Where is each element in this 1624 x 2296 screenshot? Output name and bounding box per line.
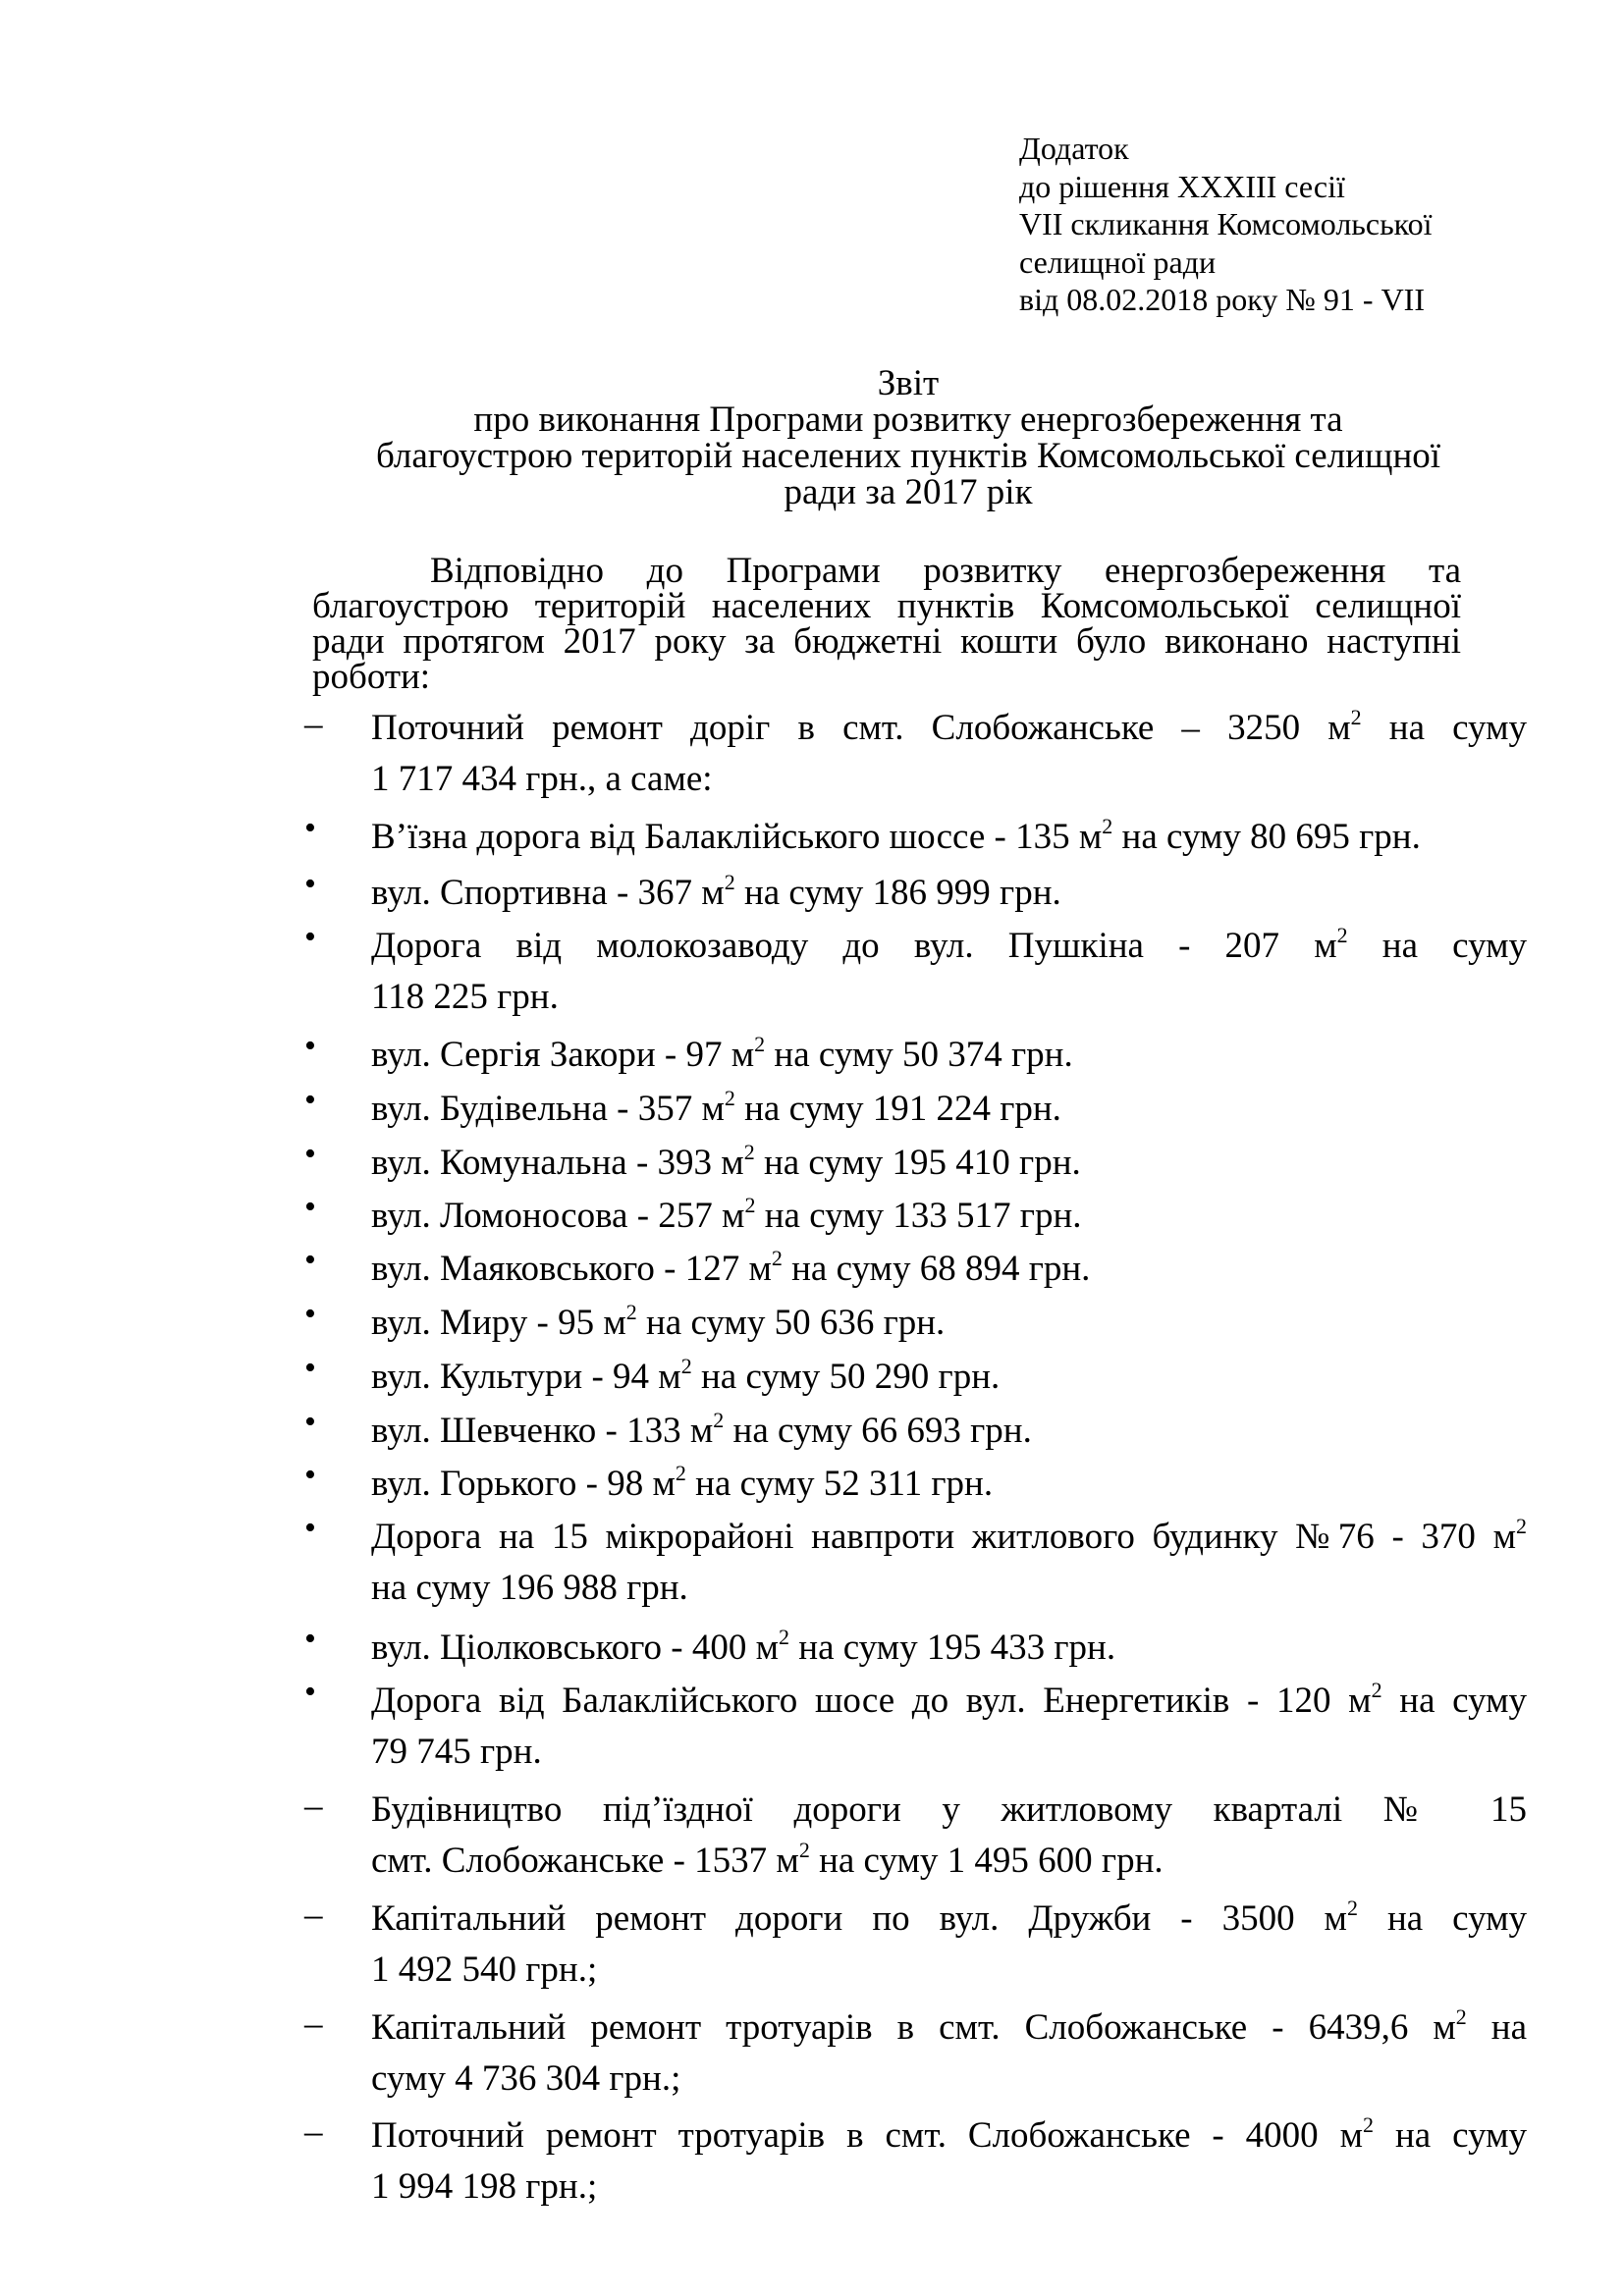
list-item-text: [371, 1623, 1527, 1674]
list-item: [304, 2110, 1527, 2213]
line-text: Дорога від Балаклійського шосе до вул. Енергетиків - 120 м: [371, 1681, 1372, 1721]
list-item-text: [371, 1244, 1527, 1295]
bullet-marker: •: [304, 1510, 316, 1546]
list-item-text: [371, 1352, 1527, 1403]
line-text: вул. Сергія Закори - 97 м: [371, 1035, 755, 1075]
list-item-line: [371, 1894, 1527, 1945]
list-item: [304, 703, 1527, 805]
title-line: благоустрою територій населених пунктів Комсомольської селищної: [375, 436, 1441, 476]
dash-marker: –: [304, 1895, 323, 1935]
list-item-text: [371, 2110, 1527, 2213]
unit-superscript: 2: [1350, 705, 1362, 729]
appendix-line: VII скликання Комсомольської: [1019, 206, 1433, 241]
list-item: [304, 1191, 1527, 1242]
dash-marker: –: [304, 2111, 323, 2152]
line-text: на суму 50 290 грн.: [700, 1357, 1001, 1397]
list-item-text: [371, 812, 1527, 863]
line-text: вул. Ціолковського - 400 м: [371, 1628, 780, 1668]
list-item: [304, 1785, 1527, 1887]
list-item-text: [371, 1406, 1527, 1457]
list-item: [304, 1030, 1527, 1081]
line-text: 1 717 434 грн., а саме:: [371, 759, 713, 799]
line-text: смт. Слобожанське - 1537 м: [371, 1841, 799, 1881]
unit-superscript: 2: [1455, 2004, 1467, 2029]
bullet-marker: •: [304, 1296, 316, 1332]
line-text: на суму 50 374 грн.: [774, 1035, 1073, 1075]
line-text: вул. Горького - 98 м: [371, 1464, 676, 1504]
list-item-text: [371, 1785, 1527, 1887]
line-text: на суму 186 999 грн.: [743, 873, 1061, 913]
list-item-line: [371, 1084, 1527, 1135]
list-item: [304, 2002, 1527, 2105]
line-text: на суму: [1394, 2115, 1528, 2156]
bullet-marker: •: [304, 866, 316, 902]
list-item-text: [371, 1084, 1527, 1135]
list-item-line: [371, 2002, 1527, 2054]
list-item-line: [371, 1406, 1527, 1457]
line-text: вул. Будівельна - 357 м: [371, 1089, 725, 1129]
line-text: вул. Культури - 94 м: [371, 1357, 681, 1397]
list-item-line: [371, 868, 1527, 919]
unit-superscript: 2: [1336, 923, 1348, 947]
unit-superscript: 2: [1516, 1514, 1527, 1538]
bullet-marker: •: [304, 1621, 316, 1657]
list-item-line: [371, 1836, 1527, 1887]
line-text: на суму 1 495 600 грн.: [819, 1841, 1164, 1881]
unit-superscript: 2: [744, 1193, 756, 1217]
unit-superscript: 2: [625, 1300, 637, 1324]
list-item-text: [371, 1030, 1527, 1081]
unit-superscript: 2: [1371, 1678, 1382, 1702]
unit-superscript: 2: [743, 1140, 755, 1164]
list-item: [304, 921, 1527, 1023]
unit-superscript: 2: [724, 870, 735, 894]
line-text: на суму 80 695 грн.: [1121, 817, 1421, 857]
bullet-marker: •: [304, 1242, 316, 1278]
list-item-line: [371, 1676, 1527, 1727]
line-text: 118 225 грн.: [371, 977, 559, 1017]
line-text: Будівництво під’їздної дороги у житловому кварталі № 15: [371, 1789, 1527, 1830]
list-item-line: [371, 1785, 1527, 1836]
line-text: на суму 191 224 грн.: [744, 1089, 1061, 1129]
bullet-marker: •: [304, 1674, 316, 1710]
list-item-text: [371, 1298, 1527, 1349]
list-item: [304, 868, 1527, 919]
dash-marker: –: [304, 704, 323, 744]
unit-superscript: 2: [771, 1246, 783, 1270]
appendix-line: до рішення XXXIII сесії: [1019, 168, 1345, 204]
list-item-line: [371, 1563, 1527, 1614]
list-item-line: [371, 1512, 1527, 1563]
list-item-text: [371, 1676, 1527, 1778]
line-text: Дорога на 15 мікрорайоні навпроти житлового будинку №76 - 370 м: [371, 1517, 1516, 1557]
list-item-line: [371, 1459, 1527, 1510]
title-line: про виконання Програми розвитку енергозбереження та: [473, 400, 1343, 440]
line-text: В’їзна дорога від Балаклійського шоссе - 135 м: [371, 817, 1103, 857]
list-item: [304, 1352, 1527, 1403]
line-text: на суму 195 410 грн.: [763, 1143, 1081, 1183]
list-item-line: [371, 1030, 1527, 1081]
line-text: суму 4 736 304 грн.;: [371, 2058, 681, 2099]
line-text: 1 492 540 грн.;: [371, 1949, 598, 1990]
unit-superscript: 2: [724, 1086, 735, 1110]
line-text: на суму 196 988 грн.: [371, 1568, 688, 1608]
list-item-line: [371, 1623, 1527, 1674]
line-text: вул. Ломоносова - 257 м: [371, 1196, 745, 1236]
line-text: на суму 52 311 грн.: [695, 1464, 994, 1504]
report-title: [295, 365, 1522, 510]
unit-superscript: 2: [680, 1354, 692, 1378]
line-text: на суму: [1386, 1898, 1527, 1939]
list-item: [304, 1676, 1527, 1778]
unit-superscript: 2: [754, 1032, 766, 1056]
list-item-line: [371, 754, 1527, 805]
list-item: [304, 1084, 1527, 1135]
unit-superscript: 2: [1363, 2112, 1375, 2137]
intro-line: Відповідно до Програми розвитку енергозбереження та: [430, 551, 1461, 591]
title-line: ради за 2017 рік: [784, 472, 1033, 512]
list-item: [304, 1244, 1527, 1295]
dash-marker: –: [304, 1786, 323, 1826]
line-text: на суму 66 693 грн.: [732, 1411, 1032, 1451]
list-item-line: [371, 703, 1527, 754]
title-line: Звіт: [877, 363, 940, 403]
bullet-marker: •: [304, 810, 316, 846]
bullet-marker: •: [304, 1457, 316, 1493]
line-text: на суму: [1388, 708, 1527, 748]
line-text: на суму 50 636 грн.: [646, 1303, 946, 1343]
line-text: на суму: [1399, 1681, 1528, 1721]
list-item: [304, 1623, 1527, 1674]
list-item-text: [371, 703, 1527, 805]
line-text: вул. Маяковського - 127 м: [371, 1249, 772, 1289]
line-text: Поточний ремонт доріг в смт. Слобожанське – 3250 м: [371, 708, 1351, 748]
appendix-line: від 08.02.2018 року № 91 - VII: [1019, 282, 1425, 317]
bullet-marker: •: [304, 1082, 316, 1118]
bullet-marker: •: [304, 1350, 316, 1386]
list-item: [304, 1459, 1527, 1510]
list-item-text: [371, 1894, 1527, 1996]
unit-superscript: 2: [1346, 1896, 1358, 1920]
line-text: Поточний ремонт тротуарів в смт. Слобожанське - 4000 м: [371, 2115, 1364, 2156]
appendix-line: Додаток: [1019, 131, 1129, 166]
unit-superscript: 2: [798, 1838, 810, 1862]
list-item: [304, 1512, 1527, 1614]
list-item-line: [371, 1244, 1527, 1295]
unit-superscript: 2: [1102, 814, 1113, 838]
list-item-text: [371, 1138, 1527, 1189]
unit-superscript: 2: [675, 1461, 686, 1485]
list-item-text: [371, 921, 1527, 1023]
list-item: [304, 1298, 1527, 1349]
appendix-header: [1019, 130, 1432, 319]
line-text: вул. Миру - 95 м: [371, 1303, 626, 1343]
line-text: на суму 68 894 грн.: [791, 1249, 1091, 1289]
list-item-text: [371, 1459, 1527, 1510]
bullet-marker: •: [304, 1404, 316, 1440]
line-text: Дорога від молокозаводу до вул. Пушкіна - 207 м: [371, 926, 1337, 966]
list-item-line: [371, 921, 1527, 972]
intro-paragraph: [312, 551, 1461, 697]
line-text: Капітальний ремонт тротуарів в смт. Слобожанське - 6439,6 м: [371, 2007, 1456, 2048]
list-item: [304, 1406, 1527, 1457]
bullet-marker: •: [304, 1189, 316, 1225]
bullet-marker: •: [304, 919, 316, 955]
appendix-line: селищної ради: [1019, 243, 1217, 280]
line-text: на суму: [1381, 926, 1527, 966]
bullet-marker: •: [304, 1028, 316, 1064]
list-item-line: [371, 1945, 1527, 1996]
dash-marker: –: [304, 2003, 323, 2044]
bullet-marker: •: [304, 1136, 316, 1172]
line-text: на: [1490, 2007, 1527, 2048]
line-text: вул. Шевченко - 133 м: [371, 1411, 714, 1451]
list-item-line: [371, 2162, 1527, 2213]
list-item-text: [371, 868, 1527, 919]
line-text: 79 745 грн.: [371, 1732, 542, 1772]
line-text: вул. Спортивна - 367 м: [371, 873, 725, 913]
line-text: Капітальний ремонт дороги по вул. Дружби - 3500 м: [371, 1898, 1347, 1939]
list-item-line: [371, 1298, 1527, 1349]
list-item-line: [371, 812, 1527, 863]
list-item-text: [371, 1512, 1527, 1614]
list-item-line: [371, 1352, 1527, 1403]
list-item: [304, 1894, 1527, 1996]
list-item: [304, 812, 1527, 863]
intro-line: благоустрою територій населених пунктів Комсомольської селищної: [312, 586, 1461, 626]
unit-superscript: 2: [779, 1625, 790, 1649]
list-item: [304, 1138, 1527, 1189]
list-item-line: [371, 972, 1527, 1023]
list-item-line: [371, 1191, 1527, 1242]
intro-line: роботи:: [312, 657, 431, 697]
line-text: вул. Комунальна - 393 м: [371, 1143, 744, 1183]
list-item-text: [371, 1191, 1527, 1242]
list-item-line: [371, 2054, 1527, 2105]
list-item-line: [371, 1138, 1527, 1189]
line-text: на суму 195 433 грн.: [798, 1628, 1116, 1668]
list-item-text: [371, 2002, 1527, 2105]
unit-superscript: 2: [713, 1408, 725, 1432]
line-text: на суму 133 517 грн.: [764, 1196, 1082, 1236]
line-text: 1 994 198 грн.;: [371, 2166, 598, 2207]
intro-line: ради протягом 2017 року за бюджетні кошти було виконано наступні: [312, 621, 1461, 662]
list-item-line: [371, 2110, 1527, 2162]
list-item-line: [371, 1727, 1527, 1778]
